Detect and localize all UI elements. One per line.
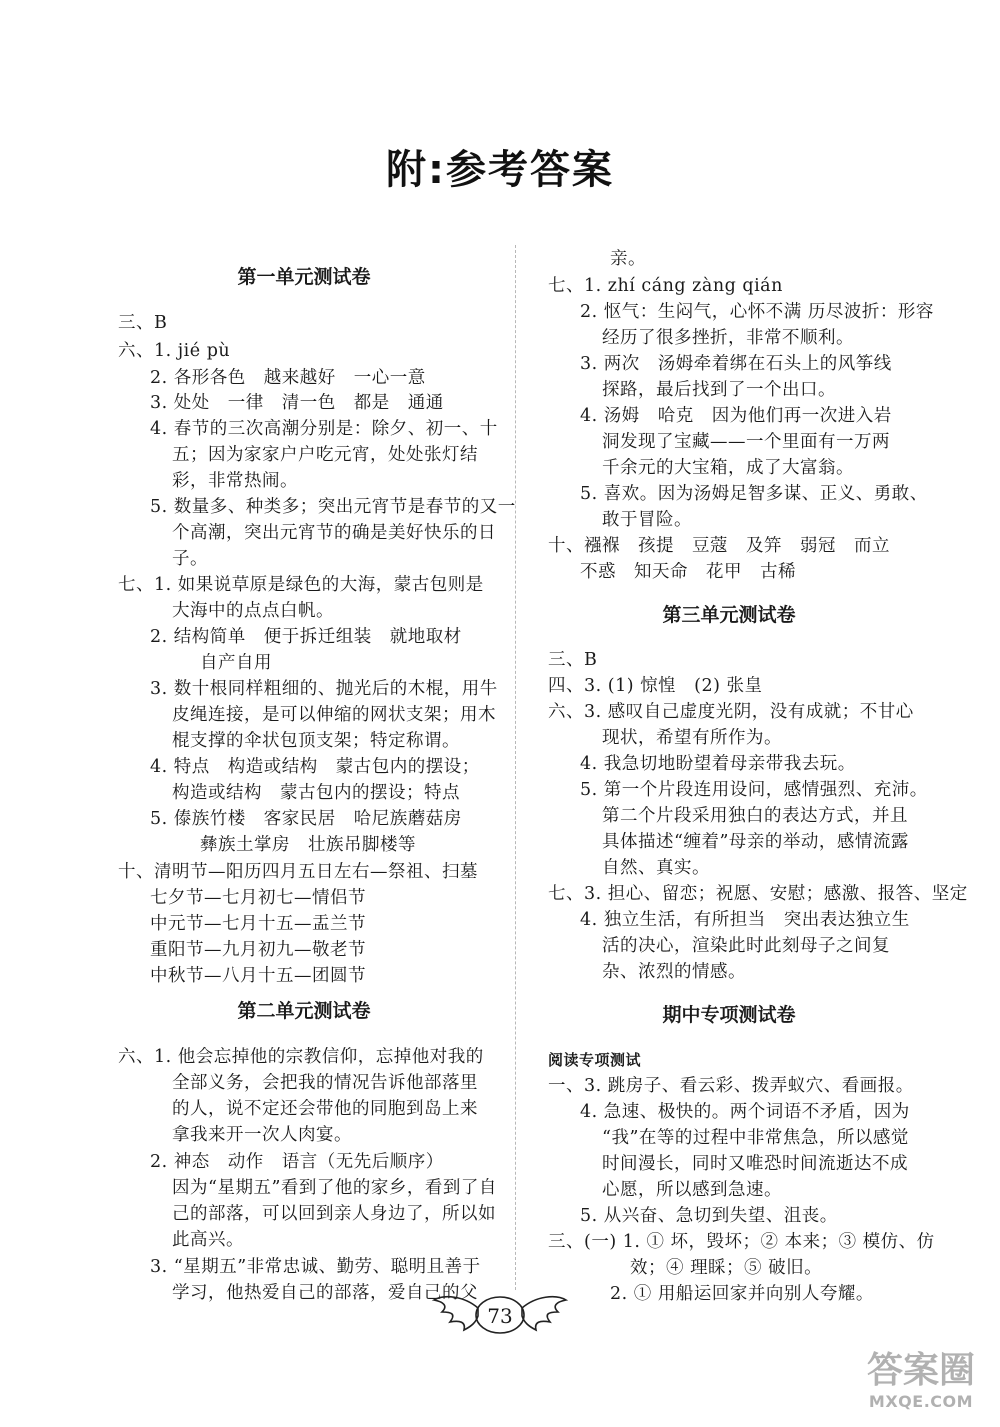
answer-line: 中秋节—八月十五—团圆节 [150, 966, 366, 986]
answer-line: 3. 数十根同样粗细的、抛光后的木棍，用牛 [150, 679, 498, 699]
answer-line: 七夕节—七月初七—情侣节 [150, 888, 366, 908]
answer-line: 彝族土掌房 壮族吊脚楼等 [200, 835, 416, 855]
watermark-text: 答案圈 [866, 1350, 975, 1391]
answer-line: 5. 傣族竹楼 客家民居 哈尼族蘑菇房 [150, 809, 462, 829]
answer-line: 5. 数量多、种类多；突出元宵节是春节的又一 [150, 497, 516, 517]
answer-line: 2. 神态 动作 语言（无先后顺序） [150, 1152, 444, 1172]
answer-line: 洞发现了宝藏——一个里面有一万两 [602, 432, 890, 452]
answer-line: 五；因为家家户户吃元宵，处处张灯结 [172, 445, 478, 465]
answer-line: 子。 [172, 549, 208, 569]
answer-line: 亲。 [610, 249, 646, 269]
answer-line: 自产自用 [200, 653, 272, 673]
answer-line: 三、(一) 1. ① 坏，毁坏；② 本来；③ 模仿、仿 [548, 1232, 935, 1252]
answer-line: 2. 怄气：生闷气，心怀不满 历尽波折：形容 [580, 302, 934, 322]
answer-line: 4. 独立生活，有所担当 突出表达独立生 [580, 910, 910, 930]
answer-line: 因为“星期五”看到了他的家乡，看到了自 [172, 1178, 497, 1198]
answer-line: 第二个片段采用独白的表达方式，并且 [602, 806, 908, 826]
page-number-badge [430, 1286, 570, 1346]
answer-line: 中元节—七月十五—盂兰节 [150, 914, 366, 934]
answer-line: 全部义务，会把我的情况告诉他部落里 [172, 1073, 478, 1093]
answer-line: 具体描述“缠着”母亲的举动，感情流露 [602, 832, 909, 852]
watermark-url: MXQE.COM [868, 1392, 974, 1411]
answer-line: “我”在等的过程中非常焦急，所以感觉 [602, 1128, 909, 1148]
answer-line: 2. 结构简单 便于拆迁组装 就地取材 [150, 627, 462, 647]
answer-line: 敢于冒险。 [602, 510, 692, 530]
answer-line: 七、1. zhí cáng zàng qián [548, 276, 783, 296]
answer-line: 此高兴。 [172, 1230, 244, 1250]
answer-line: 5. 喜欢。因为汤姆足智多谋、正义、勇敢、 [580, 484, 928, 504]
answer-line: 己的部落，可以回到亲人身边了，所以如 [172, 1204, 496, 1224]
answer-line: 3. “星期五”非常忠诚、勤劳、聪明且善于 [150, 1257, 481, 1277]
answer-line: 构造或结构 蒙古包内的摆设；特点 [172, 783, 460, 803]
answer-line: 拿我来开一次人肉宴。 [172, 1125, 352, 1145]
answer-line: 学习，他热爱自己的部落，爱自己的父 [172, 1283, 478, 1303]
answer-line: 心愿，所以感到急速。 [602, 1180, 782, 1200]
answer-line: 彩，非常热闹。 [172, 471, 298, 491]
section-title-unit1: 第一单元测试卷 [237, 266, 371, 288]
answer-line: 六、1. jié pù [118, 341, 231, 361]
page-title: 附:参考答案 [386, 147, 614, 193]
answer-line: 现状，希望有所作为。 [602, 728, 782, 748]
answer-line: 4. 汤姆 哈克 因为他们再一次进入岩 [580, 406, 892, 426]
answer-line: 3. 两次 汤姆牵着绑在石头上的风筝线 [580, 354, 892, 374]
answer-line: 2. ① 用船运回家并向别人夸耀。 [610, 1284, 874, 1304]
answer-line: 七、1. 如果说草原是绿色的大海，蒙古包则是 [118, 575, 484, 595]
answer-line: 4. 我急切地盼望着母亲带我去玩。 [580, 754, 856, 774]
answer-line: 皮绳连接，是可以伸缩的网状支架；用木 [172, 705, 496, 725]
answer-line: 5. 从兴奋、急切到失望、沮丧。 [580, 1206, 838, 1226]
answer-line: 不惑 知天命 花甲 古稀 [580, 562, 796, 582]
answer-line: 六、1. 他会忘掉他的宗教信仰，忘掉他对我的 [118, 1047, 484, 1067]
answer-line: 自然、真实。 [602, 858, 710, 878]
answer-line: 十、清明节—阳历四月五日左右—祭祖、扫墓 [118, 862, 478, 882]
answer-line: 活的决心，渲染此时此刻母子之间复 [602, 936, 890, 956]
answer-line: 4. 急速、极快的。两个词语不矛盾，因为 [580, 1102, 910, 1122]
answer-line: 三、B [118, 313, 168, 333]
column-divider [515, 245, 516, 1290]
answer-line: 效；④ 理睬；⑤ 破旧。 [630, 1258, 823, 1278]
answer-line: 4. 特点 构造或结构 蒙古包内的摆设； [150, 757, 480, 777]
answer-line: 三、B [548, 650, 598, 670]
section-title-midterm: 期中专项测试卷 [662, 1004, 796, 1026]
answer-line: 千余元的大宝箱，成了大富翁。 [602, 458, 854, 478]
answer-line: 的人，说不定还会带他的同胞到岛上来 [172, 1099, 478, 1119]
answer-line: 探路，最后找到了一个出口。 [602, 380, 836, 400]
section-title-unit3: 第三单元测试卷 [662, 604, 796, 626]
answer-line: 4. 春节的三次高潮分别是：除夕、初一、十 [150, 419, 498, 439]
page-number: 73 [487, 1304, 513, 1328]
answer-line: 棍支撑的伞状包顶支架；特定称谓。 [172, 731, 460, 751]
section-title-unit2: 第二单元测试卷 [237, 1000, 371, 1022]
answer-line: 2. 各形各色 越来越好 一心一意 [150, 368, 426, 388]
answer-line: 经历了很多挫折，非常不顺利。 [602, 328, 854, 348]
answer-line: 六、3. 感叹自己虚度光阴，没有成就；不甘心 [548, 702, 914, 722]
answer-line: 四、3. (1) 惊惶 (2) 张皇 [548, 676, 763, 696]
answer-line: 3. 处处 一律 清一色 都是 通通 [150, 393, 444, 413]
answer-line: 一、3. 跳房子、看云彩、拨弄蚁穴、看画报。 [548, 1076, 914, 1096]
answer-line: 杂、浓烈的情感。 [602, 962, 746, 982]
answer-line: 大海中的点点白帆。 [172, 601, 334, 621]
answer-line: 重阳节—九月初九—敬老节 [150, 940, 366, 960]
answer-line: 时间漫长，同时又唯恐时间流逝达不成 [602, 1154, 908, 1174]
subsection-title: 阅读专项测试 [548, 1051, 642, 1069]
watermark-logo [846, 1342, 996, 1422]
answer-line: 5. 第一个片段连用设问，感情强烈、充沛。 [580, 780, 928, 800]
answer-line: 七、3. 担心、留恋；祝愿、安慰；感激、报答、坚定 [548, 884, 968, 904]
answer-line: 个高潮，突出元宵节的确是美好快乐的日 [172, 523, 496, 543]
answer-line: 十、襁褓 孩提 豆蔻 及笄 弱冠 而立 [548, 536, 890, 556]
